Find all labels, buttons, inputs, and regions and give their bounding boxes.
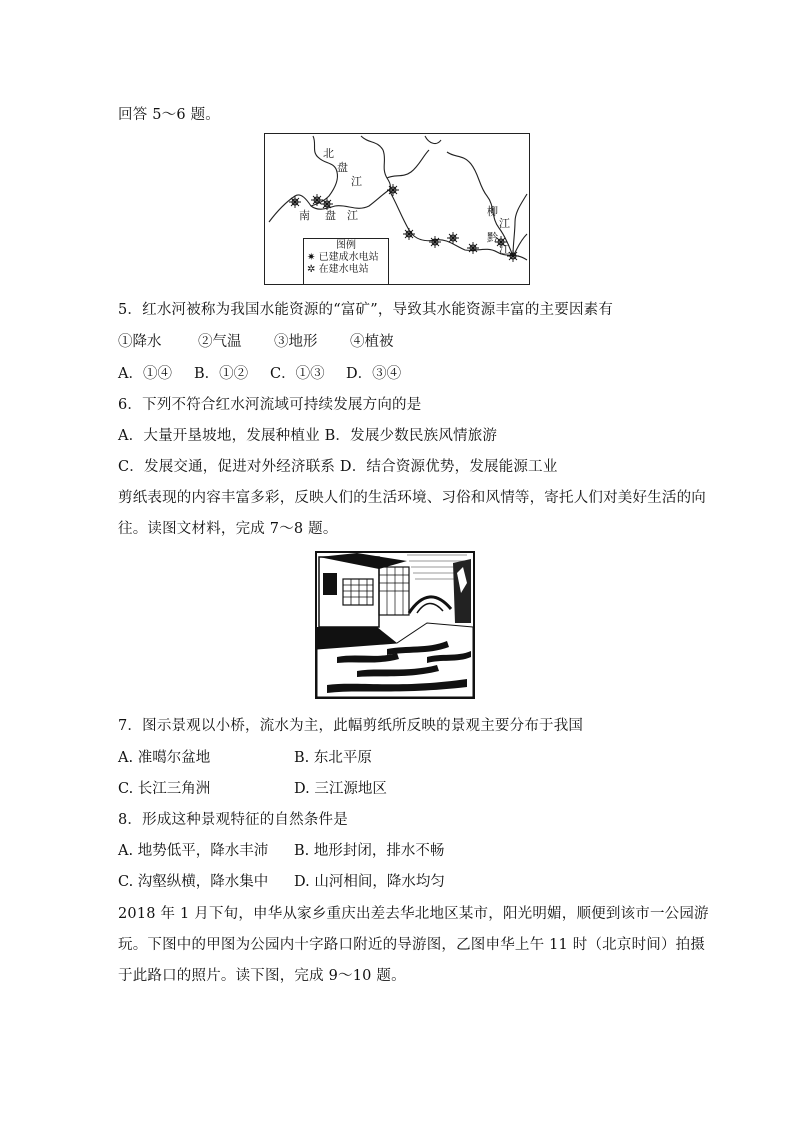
map-label-bei: 北 <box>323 147 334 160</box>
station-building-icon: ✲ <box>307 264 316 275</box>
intro-9-10-line3: 于此路口的照片。读下图，完成 9～10 题。 <box>118 968 406 984</box>
q6-stem: 6．下列不符合红水河流域可持续发展方向的是 <box>118 397 422 413</box>
map-label-jiang-4: 江 <box>499 243 510 256</box>
station-built-icon: ✷ <box>307 252 316 263</box>
q5-factor: ②气温 <box>198 334 242 350</box>
map-label-nan: 南 <box>299 209 310 222</box>
q8-stem: 8．形成这种景观特征的自然条件是 <box>118 812 348 828</box>
map-label-pan: 盘 <box>337 161 348 174</box>
q7-option-c[interactable]: C. 长江三角洲 <box>118 781 211 797</box>
intro-9-10-line1: 2018 年 1 月下旬，申华从家乡重庆出差去华北地区某市，阳光明媚，顺便到该市一公园游 <box>118 906 709 922</box>
q8-option-c[interactable]: C. 沟壑纵横，降水集中 <box>118 874 269 890</box>
river-map <box>264 133 530 285</box>
map-label-pan-2: 盘 <box>325 209 336 222</box>
q5-option-d[interactable]: D．③④ <box>346 366 402 382</box>
legend-built-row <box>307 252 385 264</box>
intro-7-8-line1: 剪纸表现的内容丰富多彩，反映人们的生活环境、习俗和风情等，寄托人们对美好生活的向 <box>118 490 706 506</box>
legend-building-label: 在建水电站 <box>318 264 369 275</box>
legend-title: 图例 <box>336 240 356 251</box>
q8-option-b[interactable]: B. 地形封闭，排水不畅 <box>294 843 445 859</box>
intro-9-10-line2: 玩。下图中的甲图为公园内十字路口附近的导游图，乙图申华上午 11 时（北京时间）拍摄 <box>118 937 706 953</box>
q5-factor: ③地形 <box>274 334 318 350</box>
q5-factor: ①降水 <box>118 334 162 350</box>
intro-5-6: 回答 5～6 题。 <box>118 107 220 123</box>
legend-building-row <box>307 264 385 276</box>
q6-options-cd[interactable]: C．发展交通，促进对外经济联系 D．结合资源优势，发展能源工业 <box>118 459 558 475</box>
q6-options-ab[interactable]: A．大量开垦坡地，发展种植业 B．发展少数民族风情旅游 <box>118 428 498 444</box>
map-label-jiang-3: 江 <box>499 217 510 230</box>
legend-built-label: 已建成水电站 <box>318 252 379 263</box>
q5-factor: ④植被 <box>350 334 394 350</box>
q5-stem: 5．红水河被称为我国水能资源的“富矿”，导致其水能资源丰富的主要因素有 <box>118 302 614 318</box>
map-label-jiang-2: 江 <box>347 209 358 222</box>
map-label-qian: 黔 <box>487 231 498 244</box>
q7-option-d[interactable]: D. 三江源地区 <box>294 781 387 797</box>
q8-option-a[interactable]: A. 地势低平，降水丰沛 <box>118 843 269 859</box>
map-legend <box>303 238 389 284</box>
map-label-jiang-1: 江 <box>351 175 362 188</box>
q5-option-a[interactable]: A．①④ <box>118 366 172 382</box>
papercut-image <box>315 551 475 699</box>
q5-option-b[interactable]: B．①② <box>194 366 249 382</box>
q7-stem: 7．图示景观以小桥，流水为主，此幅剪纸所反映的景观主要分布于我国 <box>118 718 584 734</box>
q7-option-b[interactable]: B. 东北平原 <box>294 750 372 766</box>
q7-option-a[interactable]: A. 准噶尔盆地 <box>118 750 211 766</box>
papercut-drawing <box>317 553 473 697</box>
q8-option-d[interactable]: D. 山河相间，降水均匀 <box>294 874 445 890</box>
map-label-liu: 柳 <box>487 205 498 218</box>
intro-7-8-line2: 往。读图文材料，完成 7～8 题。 <box>118 521 338 537</box>
q5-option-c[interactable]: C．①③ <box>270 366 325 382</box>
